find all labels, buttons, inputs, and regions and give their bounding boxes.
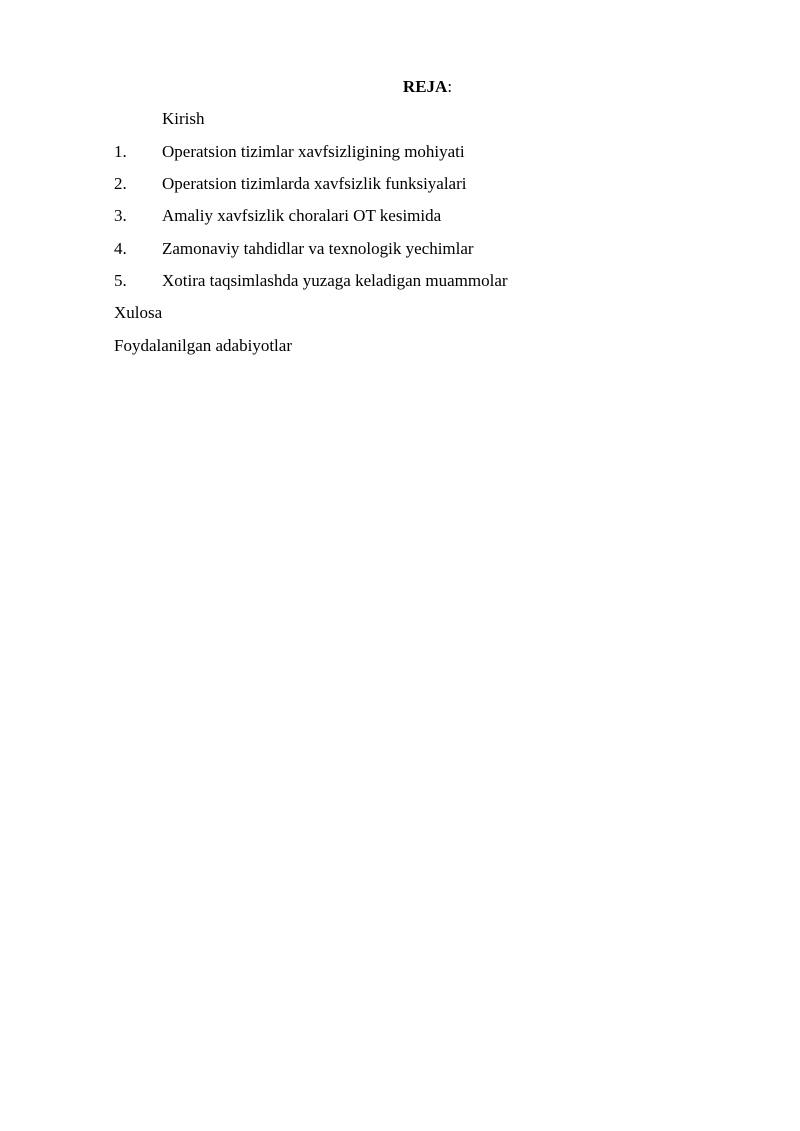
list-item-number: 3. <box>114 206 127 225</box>
list-item-text: Zamonaviy tahdidlar va texnologik yechimlar <box>162 239 474 258</box>
list-item-text: Operatsion tizimlar xavfsizligining mohiyati <box>162 142 465 161</box>
references-text: Foydalanilgan adabiyotlar <box>114 336 292 355</box>
list-item-text: Xotira taqsimlashda yuzaga keladigan muammolar <box>162 271 508 290</box>
intro-text: Kirish <box>162 109 205 128</box>
list-item-number: 5. <box>114 271 127 290</box>
list-item-text: Amaliy xavfsizlik choralari OT kesimida <box>162 206 442 225</box>
list-item-number: 1. <box>114 142 127 161</box>
conclusion-text: Xulosa <box>114 303 163 322</box>
list-item-number: 4. <box>114 239 127 258</box>
list-item-number: 2. <box>114 174 127 193</box>
list-item-text: Operatsion tizimlarda xavfsizlik funksiyalari <box>162 174 467 193</box>
title-colon: : <box>447 77 453 96</box>
title-text: REJA <box>402 77 448 96</box>
page-title <box>0 76 800 98</box>
